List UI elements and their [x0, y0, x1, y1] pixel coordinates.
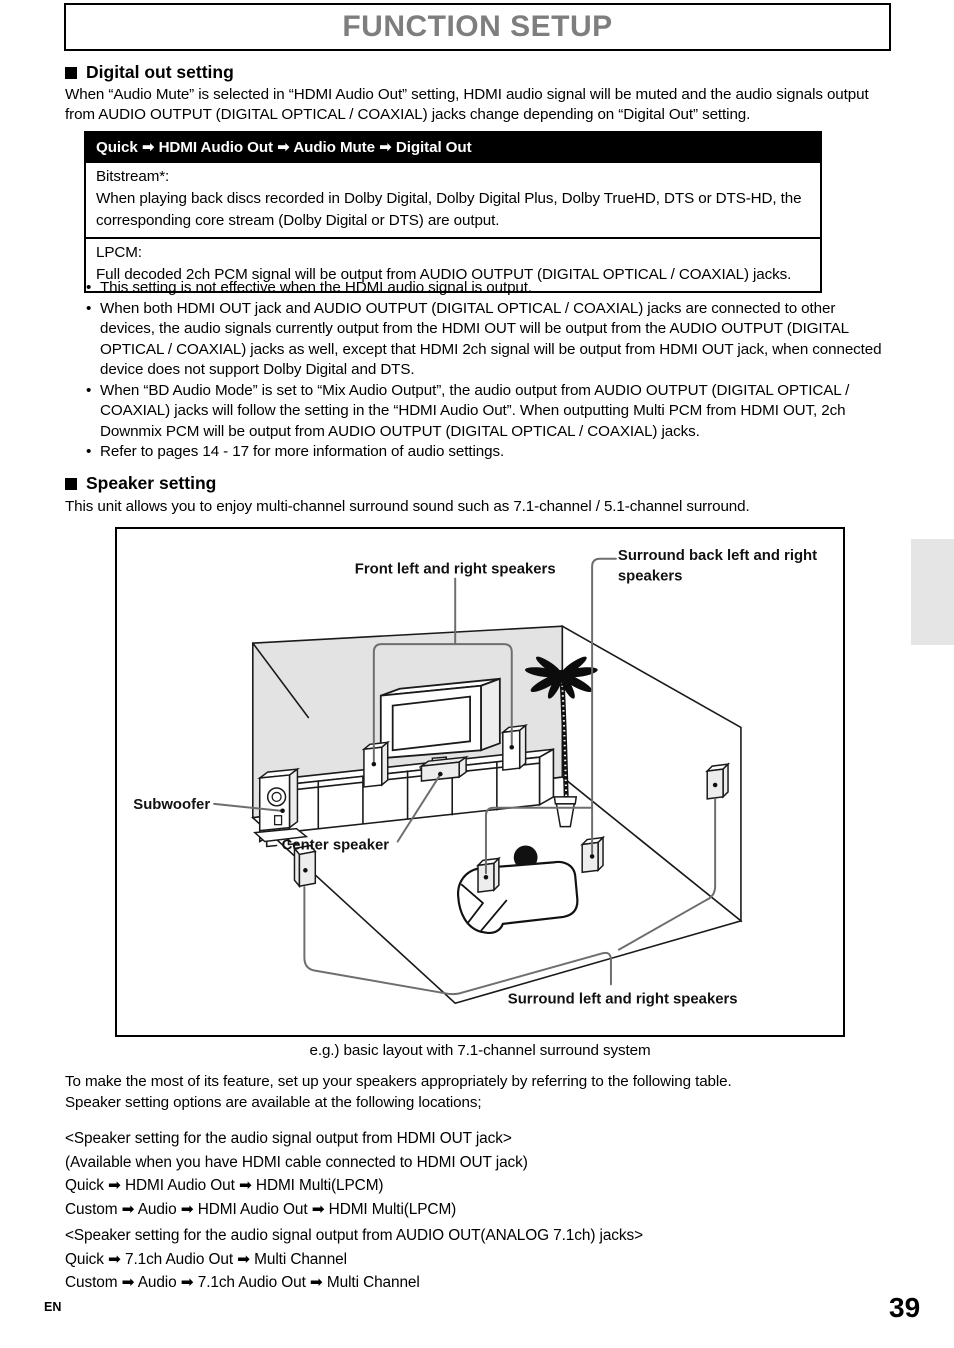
surround-back-left-speaker — [478, 858, 499, 892]
section-heading-speaker — [65, 473, 216, 494]
hdmi-setting-custom-path: Custom ➡ Audio ➡ HDMI Audio Out ➡ HDMI Multi(LPCM) — [65, 1200, 457, 1218]
bullet-icon: • — [86, 443, 92, 460]
speaker-intro: This unit allows you to enjoy multi-channel surround sound such as 7.1-channel / 5.1-channel surround. — [65, 498, 750, 515]
setup-intro-line1: To make the most of its feature, set up your speakers appropriately by referring to the following table. — [65, 1073, 732, 1090]
list-item — [86, 442, 890, 463]
section-heading-label: Digital out setting — [86, 62, 234, 82]
table-row-label: Bitstream*: — [96, 168, 170, 185]
table-row-label: LPCM: — [96, 244, 142, 261]
hdmi-setting-title: <Speaker setting for the audio signal output from HDMI OUT jack> — [65, 1130, 512, 1147]
digital-out-intro: When “Audio Mute” is selected in “HDMI Audio Out” setting, HDMI audio signal will be muted and the audio signals output from AUDIO OUTPUT (DIGITAL OPTICAL / COAXIAL) jacks change depending on “Digital Out” setting. — [65, 86, 869, 123]
section-square-icon — [65, 478, 77, 490]
hdmi-setting-block — [65, 1127, 887, 1221]
label-front-speakers: Front left and right speakers — [354, 561, 556, 578]
label-subwoofer: Subwoofer — [133, 796, 211, 813]
setup-intro-line2: Speaker setting options are available at the following locations; — [65, 1094, 482, 1111]
note-text: Refer to pages 14 - 17 for more information of audio settings. — [100, 443, 505, 460]
center-speaker — [421, 757, 466, 781]
analog-setting-quick-path: Quick ➡ 7.1ch Audio Out ➡ Multi Channel — [65, 1250, 347, 1268]
analog-setting-block — [65, 1224, 887, 1295]
footer-page-number: 39 — [889, 1292, 921, 1323]
section-side-tab — [911, 539, 954, 645]
room-illustration — [117, 529, 843, 1035]
bullet-icon: • — [86, 299, 92, 317]
analog-setting-title: <Speaker setting for the audio signal output from AUDIO OUT(ANALOG 7.1ch) jacks> — [65, 1227, 643, 1244]
hdmi-setting-quick-path: Quick ➡ HDMI Audio Out ➡ HDMI Multi(LPCM) — [65, 1177, 384, 1194]
speaker-layout-diagram — [115, 527, 845, 1037]
page-title: FUNCTION SETUP — [342, 10, 613, 43]
label-surround-back-line2: speakers — [617, 568, 683, 585]
note-text: When “BD Audio Mode” is set to “Mix Audio Output”, the audio output from AUDIO OUTPUT (DIGITAL OPTICAL / COAXIAL) jacks will follow the setting in the “HDMI Audio Out”. When outputting Multi PCM from HDMI OUT, 2ch Downmix PCM will be output from AUDIO OUTPUT (DIGITAL OPTICAL / COAXIAL) jacks. — [100, 381, 850, 440]
surround-right-speaker — [707, 764, 728, 799]
label-surround-speakers: Surround left and right speakers — [507, 991, 738, 1008]
page-title-box — [64, 3, 891, 51]
note-text: When both HDMI OUT jack and AUDIO OUTPUT (DIGITAL OPTICAL / COAXIAL) jacks are connected to other devices, the audio signals currently output from the HDMI OUT will be output from the AUDIO OUTPUT (DIGITAL OPTICAL / COAXIAL) jacks as well, except that HDMI 2ch signal will be output from HDMI OUT jack, when connected device does not support Dolby Digital and DTS. — [100, 299, 882, 378]
analog-setting-custom-path: Custom ➡ Audio ➡ 7.1ch Audio Out ➡ Multi Channel — [65, 1274, 420, 1291]
bullet-icon: • — [86, 279, 92, 296]
table-row — [86, 163, 820, 237]
digital-out-table — [84, 131, 822, 293]
tv-screen — [393, 697, 470, 751]
plant-pot — [554, 797, 576, 804]
setup-intro — [65, 1071, 887, 1113]
section-heading-digital-out — [65, 62, 234, 83]
bullet-icon: • — [86, 381, 92, 399]
section-square-icon — [65, 67, 77, 79]
section-heading-label: Speaker setting — [86, 473, 217, 493]
diagram-caption: e.g.) basic layout with 7.1-channel surround system — [309, 1042, 651, 1059]
digital-out-notes — [86, 278, 890, 463]
table-row-text: When playing back discs recorded in Dolby Digital, Dolby Digital Plus, Dolby TrueHD, DTS or DTS-HD, the corresponding core stream (Dolby Digital or DTS) are output. — [96, 190, 802, 229]
list-item — [86, 381, 890, 443]
table-row-text: Full decoded 2ch PCM signal will be output from AUDIO OUTPUT (DIGITAL OPTICAL / COAXIAL) jacks. — [96, 266, 792, 283]
note-text: This setting is not effective when the HDMI audio signal is output. — [100, 279, 533, 296]
list-item — [86, 299, 890, 381]
list-item — [86, 278, 890, 299]
table-header-menu-path: Quick ➡ HDMI Audio Out ➡ Audio Mute ➡ Digital Out — [86, 133, 820, 163]
label-surround-back-line1: Surround back left and right — [617, 547, 818, 564]
front-right-speaker — [503, 725, 526, 770]
label-center-speaker: Center speaker — [281, 837, 390, 854]
hdmi-setting-availability: (Available when you have HDMI cable connected to HDMI OUT jack) — [65, 1153, 528, 1171]
footer-language-code: EN — [44, 1300, 62, 1314]
